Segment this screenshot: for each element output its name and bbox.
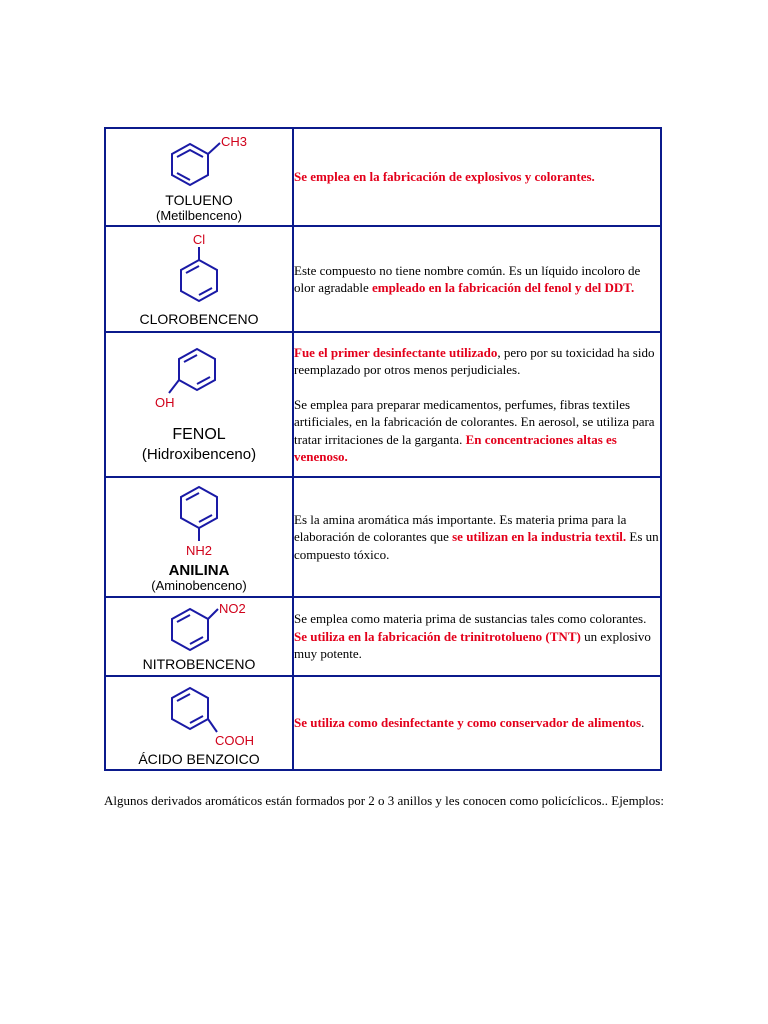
structure-cell <box>105 332 293 477</box>
table-row <box>105 332 661 477</box>
table-row <box>105 226 661 332</box>
description-text: Este compuesto no tiene nombre común. Es un líquido incoloro de olor agradable empleado en la fabricación del fenol y del DDT. <box>294 262 641 295</box>
footer-paragraph: Algunos derivados aromáticos están formados por 2 o 3 anillos y les conocen como policíclicos.. Ejemplos: <box>104 793 664 808</box>
compound-alt-name: (Metilbenceno) <box>156 208 242 223</box>
description-cell <box>293 128 661 226</box>
compound-alt-name: (Hidroxibenceno) <box>141 445 257 463</box>
structure-cell <box>105 676 293 770</box>
substituent-label: CH3 <box>221 134 248 149</box>
substituent-label: OH <box>155 394 175 410</box>
structure-cell <box>105 477 293 597</box>
description-text: Se emplea en la fabricación de explosivos y colorantes. <box>294 169 595 185</box>
compounds-table <box>104 127 662 771</box>
compound-name: FENOL <box>172 425 226 443</box>
compound-alt-name: (Aminobenceno) <box>151 578 247 593</box>
description-cell <box>293 226 661 332</box>
description-paragraph: Fue el primer desinfectante utilizado, pero por su toxicidad ha sido reemplazado por otros menos perjudiciales. <box>294 344 655 377</box>
toluene-structure-icon <box>124 130 274 224</box>
compound-name: ÁCIDO BENZOICO <box>138 751 260 767</box>
description-text: Es la amina aromática más importante. Es materia prima para la elaboración de colorantes que se utilizan en la industria textil. Es un compuesto tóxico. <box>294 511 659 562</box>
table-row <box>105 676 661 770</box>
phenol-structure-icon <box>119 335 279 475</box>
structure-cell <box>105 226 293 332</box>
description-cell <box>293 676 661 770</box>
compound-name: CLOROBENCENO <box>139 311 259 327</box>
description-cell <box>293 332 661 477</box>
compound-name: NITROBENCENO <box>142 655 256 672</box>
table-row <box>105 597 661 676</box>
description-text: Se utiliza como desinfectante y como conservador de alimentos. <box>294 715 645 731</box>
aniline-structure-icon <box>119 479 279 595</box>
compound-name: TOLUENO <box>165 192 233 208</box>
nitrobenzene-structure-icon <box>124 599 274 675</box>
description-text: Se emplea como materia prima de sustancias tales como colorantes. Se utiliza en la fabricación de trinitrotolueno (TNT) un explosivo muy potente. <box>294 611 651 662</box>
compound-name: ANILINA <box>168 562 230 579</box>
substituent-label: NO2 <box>219 600 246 616</box>
chlorobenzene-structure-icon <box>124 228 274 330</box>
substituent-label: COOH <box>215 733 254 748</box>
substituent-label: NH2 <box>185 543 213 558</box>
substituent-label: Cl <box>192 232 206 247</box>
description-paragraph: Se emplea para preparar medicamentos, perfumes, fibras textiles artificiales, en la fabricación de colorantes. En aerosol, se utiliza para tratar irritaciones de la garganta. En concentraciones altas es venenoso. <box>294 396 655 464</box>
table-row <box>105 128 661 226</box>
table-row <box>105 477 661 597</box>
structure-cell <box>105 128 293 226</box>
description-cell <box>293 477 661 597</box>
structure-cell <box>105 597 293 676</box>
description-cell <box>293 597 661 676</box>
benzoic-acid-structure-icon <box>124 678 274 768</box>
